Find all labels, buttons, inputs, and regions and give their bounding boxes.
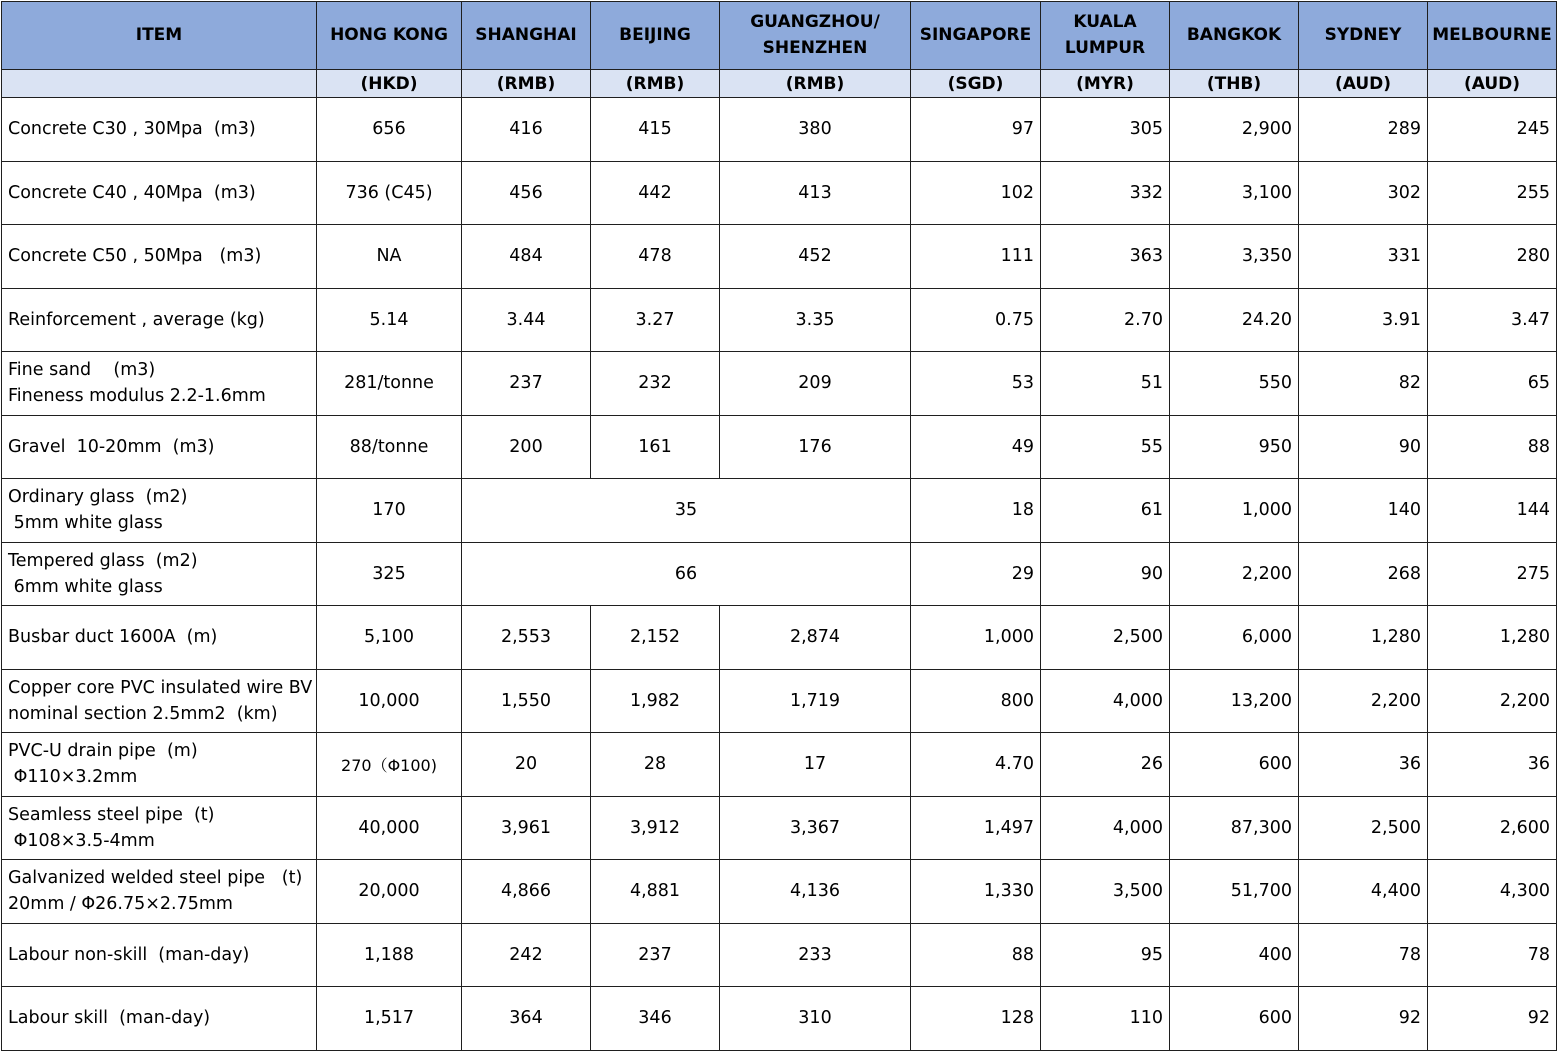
currency-row	[2, 70, 1557, 98]
table-row	[2, 225, 1557, 289]
value-cell: 416	[462, 98, 591, 162]
value-cell: 1,000	[911, 606, 1041, 670]
table-row	[2, 479, 1557, 543]
value-cell: 1,497	[911, 796, 1041, 860]
value-cell: 310	[720, 987, 911, 1051]
header-row	[2, 2, 1557, 70]
currency-thb: (THB)	[1170, 70, 1299, 98]
table-row	[2, 860, 1557, 924]
value-cell: 302	[1299, 161, 1428, 225]
value-cell: 442	[591, 161, 720, 225]
value-cell: 255	[1428, 161, 1557, 225]
value-cell: 92	[1428, 987, 1557, 1051]
value-cell: 20	[462, 733, 591, 797]
value-cell: 1,719	[720, 669, 911, 733]
value-cell: 233	[720, 923, 911, 987]
value-cell: 452	[720, 225, 911, 289]
value-cell: 92	[1299, 987, 1428, 1051]
value-cell: 3.44	[462, 288, 591, 352]
table-row	[2, 288, 1557, 352]
value-cell: 82	[1299, 352, 1428, 416]
item-cell: Busbar duct 1600A (m)	[2, 606, 317, 670]
col-header-guangzhou-shenzhen: GUANGZHOU/ SHENZHEN	[720, 2, 911, 70]
item-cell: Concrete C50 , 50Mpa (m3)	[2, 225, 317, 289]
value-cell: 6,000	[1170, 606, 1299, 670]
item-cell: Tempered glass (m2) 6mm white glass	[2, 542, 317, 606]
value-cell: 3,961	[462, 796, 591, 860]
item-cell: Fine sand (m3) Fineness modulus 2.2-1.6mm	[2, 352, 317, 416]
item-cell: Gravel 10-20mm (m3)	[2, 415, 317, 479]
table-row	[2, 98, 1557, 162]
value-cell: 2,600	[1428, 796, 1557, 860]
currency-sgd: (SGD)	[911, 70, 1041, 98]
value-cell: 736 (C45)	[317, 161, 462, 225]
value-cell: 88	[911, 923, 1041, 987]
construction-cost-table	[1, 1, 1557, 1051]
table-row	[2, 796, 1557, 860]
value-cell: 65	[1428, 352, 1557, 416]
value-cell: 3,350	[1170, 225, 1299, 289]
value-cell: 413	[720, 161, 911, 225]
value-cell: 2,152	[591, 606, 720, 670]
value-cell: 305	[1041, 98, 1170, 162]
value-cell: NA	[317, 225, 462, 289]
value-cell: 3,367	[720, 796, 911, 860]
value-cell: 4.70	[911, 733, 1041, 797]
value-cell: 51	[1041, 352, 1170, 416]
value-cell: 18	[911, 479, 1041, 543]
value-cell: 78	[1299, 923, 1428, 987]
col-header-item: ITEM	[2, 2, 317, 70]
value-cell: 49	[911, 415, 1041, 479]
value-cell: 281/tonne	[317, 352, 462, 416]
value-cell: 3,500	[1041, 860, 1170, 924]
value-cell: 800	[911, 669, 1041, 733]
value-cell: 550	[1170, 352, 1299, 416]
col-header-hong-kong: HONG KONG	[317, 2, 462, 70]
col-header-bangkok: BANGKOK	[1170, 2, 1299, 70]
item-cell: Ordinary glass (m2) 5mm white glass	[2, 479, 317, 543]
value-cell: 3.35	[720, 288, 911, 352]
value-cell: 209	[720, 352, 911, 416]
value-cell: 364	[462, 987, 591, 1051]
col-header-sydney: SYDNEY	[1299, 2, 1428, 70]
table-row	[2, 606, 1557, 670]
col-header-melbourne: MELBOURNE	[1428, 2, 1557, 70]
item-cell: Concrete C40 , 40Mpa (m3)	[2, 161, 317, 225]
item-cell: Labour skill (man-day)	[2, 987, 317, 1051]
value-cell: 4,000	[1041, 669, 1170, 733]
value-cell: 170	[317, 479, 462, 543]
value-cell: 2,874	[720, 606, 911, 670]
value-cell: 363	[1041, 225, 1170, 289]
value-cell: 161	[591, 415, 720, 479]
value-cell: 346	[591, 987, 720, 1051]
currency-aud-melbourne: (AUD)	[1428, 70, 1557, 98]
value-cell: 380	[720, 98, 911, 162]
value-cell: 2,200	[1428, 669, 1557, 733]
value-cell: 1,280	[1428, 606, 1557, 670]
value-cell: 4,866	[462, 860, 591, 924]
currency-hkd: (HKD)	[317, 70, 462, 98]
value-cell: 3,912	[591, 796, 720, 860]
value-cell: 1,517	[317, 987, 462, 1051]
value-cell: 950	[1170, 415, 1299, 479]
value-cell: 55	[1041, 415, 1170, 479]
currency-rmb-beijing: (RMB)	[591, 70, 720, 98]
value-cell: 40,000	[317, 796, 462, 860]
table-body	[2, 98, 1557, 1051]
value-cell: 2,500	[1299, 796, 1428, 860]
value-cell: 20,000	[317, 860, 462, 924]
value-cell: 478	[591, 225, 720, 289]
value-cell: 35	[462, 479, 911, 543]
table-row	[2, 923, 1557, 987]
value-cell: 600	[1170, 733, 1299, 797]
value-cell: 275	[1428, 542, 1557, 606]
value-cell: 3.47	[1428, 288, 1557, 352]
value-cell: 88/tonne	[317, 415, 462, 479]
value-cell: 90	[1041, 542, 1170, 606]
table-row	[2, 352, 1557, 416]
value-cell: 656	[317, 98, 462, 162]
value-cell: 3.91	[1299, 288, 1428, 352]
value-cell: 242	[462, 923, 591, 987]
item-cell: Galvanized welded steel pipe (t) 20mm / Φ26.75×2.75mm	[2, 860, 317, 924]
value-cell: 1,188	[317, 923, 462, 987]
value-cell: 140	[1299, 479, 1428, 543]
table-row	[2, 415, 1557, 479]
value-cell: 2,500	[1041, 606, 1170, 670]
value-cell: 13,200	[1170, 669, 1299, 733]
value-cell: 90	[1299, 415, 1428, 479]
item-cell: PVC-U drain pipe (m) Φ110×3.2mm	[2, 733, 317, 797]
value-cell: 36	[1428, 733, 1557, 797]
value-cell: 17	[720, 733, 911, 797]
value-cell: 102	[911, 161, 1041, 225]
value-cell: 415	[591, 98, 720, 162]
value-cell: 3,100	[1170, 161, 1299, 225]
value-cell: 66	[462, 542, 911, 606]
value-cell: 97	[911, 98, 1041, 162]
value-cell: 51,700	[1170, 860, 1299, 924]
value-cell: 4,881	[591, 860, 720, 924]
currency-blank	[2, 70, 317, 98]
value-cell: 2,200	[1299, 669, 1428, 733]
value-cell: 4,400	[1299, 860, 1428, 924]
value-cell: 2,200	[1170, 542, 1299, 606]
value-cell: 28	[591, 733, 720, 797]
value-cell: 53	[911, 352, 1041, 416]
table-row	[2, 669, 1557, 733]
value-cell: 0.75	[911, 288, 1041, 352]
value-cell: 232	[591, 352, 720, 416]
value-cell: 5,100	[317, 606, 462, 670]
value-cell: 1,550	[462, 669, 591, 733]
value-cell: 111	[911, 225, 1041, 289]
value-cell: 87,300	[1170, 796, 1299, 860]
value-cell: 484	[462, 225, 591, 289]
value-cell: 2.70	[1041, 288, 1170, 352]
value-cell: 144	[1428, 479, 1557, 543]
value-cell: 2,900	[1170, 98, 1299, 162]
currency-aud-sydney: (AUD)	[1299, 70, 1428, 98]
table-row	[2, 161, 1557, 225]
value-cell: 331	[1299, 225, 1428, 289]
value-cell: 36	[1299, 733, 1428, 797]
value-cell: 5.14	[317, 288, 462, 352]
value-cell: 400	[1170, 923, 1299, 987]
value-cell: 600	[1170, 987, 1299, 1051]
value-cell: 88	[1428, 415, 1557, 479]
value-cell: 1,982	[591, 669, 720, 733]
value-cell: 1,280	[1299, 606, 1428, 670]
value-cell: 4,136	[720, 860, 911, 924]
value-cell: 237	[462, 352, 591, 416]
value-cell: 4,300	[1428, 860, 1557, 924]
currency-rmb-shanghai: (RMB)	[462, 70, 591, 98]
item-cell: Concrete C30 , 30Mpa (m3)	[2, 98, 317, 162]
value-cell: 237	[591, 923, 720, 987]
value-cell: 200	[462, 415, 591, 479]
value-cell: 95	[1041, 923, 1170, 987]
value-cell: 1,000	[1170, 479, 1299, 543]
value-cell: 332	[1041, 161, 1170, 225]
value-cell: 280	[1428, 225, 1557, 289]
value-cell: 289	[1299, 98, 1428, 162]
value-cell: 325	[317, 542, 462, 606]
value-cell: 4,000	[1041, 796, 1170, 860]
col-header-kuala-lumpur: KUALA LUMPUR	[1041, 2, 1170, 70]
table-row	[2, 542, 1557, 606]
currency-rmb-guangzhou: (RMB)	[720, 70, 911, 98]
table-row	[2, 733, 1557, 797]
value-cell: 2,553	[462, 606, 591, 670]
col-header-shanghai: SHANGHAI	[462, 2, 591, 70]
value-cell: 128	[911, 987, 1041, 1051]
item-cell: Labour non-skill (man-day)	[2, 923, 317, 987]
value-cell: 29	[911, 542, 1041, 606]
col-header-beijing: BEIJING	[591, 2, 720, 70]
value-cell: 270（Φ100)	[317, 733, 462, 797]
item-cell: Seamless steel pipe (t) Φ108×3.5-4mm	[2, 796, 317, 860]
value-cell: 61	[1041, 479, 1170, 543]
item-cell: Reinforcement , average (kg)	[2, 288, 317, 352]
value-cell: 24.20	[1170, 288, 1299, 352]
table-row	[2, 987, 1557, 1051]
item-cell: Copper core PVC insulated wire BV nominal section 2.5mm2 (km)	[2, 669, 317, 733]
value-cell: 176	[720, 415, 911, 479]
value-cell: 110	[1041, 987, 1170, 1051]
value-cell: 3.27	[591, 288, 720, 352]
value-cell: 245	[1428, 98, 1557, 162]
col-header-singapore: SINGAPORE	[911, 2, 1041, 70]
value-cell: 1,330	[911, 860, 1041, 924]
value-cell: 456	[462, 161, 591, 225]
currency-myr: (MYR)	[1041, 70, 1170, 98]
value-cell: 268	[1299, 542, 1428, 606]
value-cell: 10,000	[317, 669, 462, 733]
value-cell: 26	[1041, 733, 1170, 797]
value-cell: 78	[1428, 923, 1557, 987]
